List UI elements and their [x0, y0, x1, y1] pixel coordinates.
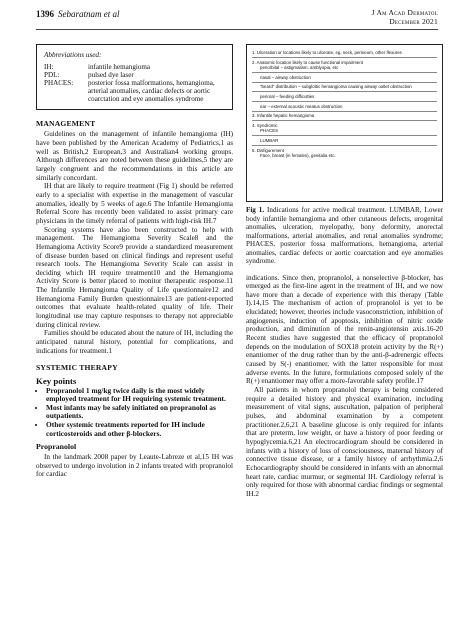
propranolol-heading: Propranolol [36, 442, 77, 452]
propranolol-paragraph: In the landmark 2008 paper by Leaute-Labreze et al,15 IH was observed to undergo involution in 2 infants treated with propranolol for cardiac [36, 452, 233, 479]
abbreviations-table [44, 63, 225, 104]
figure-item: 3. Infantile hepatic hemangioma [252, 113, 315, 119]
abbreviation-definition: posterior fossa malformations, hemangioma, arterial anomalies, cardiac defects or aortic coarctation and eye anomalies syndrome [88, 79, 215, 104]
management-paragraph-3: Scoring systems have also been constructed to help with management. The Hemangioma Severity Scale8 and the Hemangioma Activity Score9 provide a standardized measurement of disease burden based on clinical findings and represent useful research tools. The Hemangioma Severity Scale can assist in deciding which IH require treatment10 and the Hemangioma Activity Score is better placed to monitor therapeutic response.11 The Infantile Hemangioma Quality of Life questionnaire12 and Hemangioma Family Burden questionnaire13 are patient-reported outcomes that evaluate health-related quality of life. Their longitudinal use may capture responses to therapy not appreciable during clinical review. [36, 225, 233, 329]
figure-1-caption [246, 206, 443, 266]
key-points-list [36, 387, 233, 439]
abbreviation-term: PHACES: [44, 79, 74, 88]
abbreviations-title: Abbreviations used: [44, 51, 102, 59]
figure-item: 1. Ulceration or locations likely to ulcerate, eg, neck, perineum, other flexures [252, 50, 402, 55]
abbreviation-definition: infantile hemangioma [88, 62, 151, 71]
running-authors: Sebaratnam et al [58, 9, 120, 19]
abbreviation-row [44, 71, 225, 79]
figure-1-box [246, 44, 443, 202]
caption-label: Fig 1. [246, 206, 265, 214]
management-paragraph-1: Guidelines on the management of infantile hemangioma (IH) have been published by the American Academy of Pediatrics,1 as well as British,2 European,3 and Australian4 working groups. Although differences are noted between these guidelines,5 they are largely congruent and the recommendations in this article are similarly concordant. [36, 130, 233, 182]
header-rule [36, 29, 438, 30]
key-point-item: • Most infants may be safely initiated on propranolol as outpatients. [46, 404, 233, 421]
figure-item: 2. Anatomic location likely to cause functional impairment [252, 59, 364, 65]
section-heading-management: MANAGEMENT [36, 118, 96, 128]
key-point-item: • Other systemic treatments reported for IH include corticosteroids and other β-blockers. [46, 421, 233, 438]
key-points-heading: Key points [36, 376, 77, 387]
figure-subitem: perioral – feeding difficulties [260, 93, 315, 99]
abbreviation-row [44, 79, 225, 104]
left-column [36, 44, 233, 479]
figure-subitem: periorbital – astigmatism, amblyopia, etc [260, 65, 339, 71]
propranolol-continued-paragraph: indications. Since then, propranolol, a nonselective β-blocker, has emerged as the first-line agent in the treatment of IH, and we now have more than a decade of experience with this therapy (Table I).14,15 The mechanism of action of propranolol is yet to be elucidated; however, theories include vasoconstriction, inhibition of angiogenesis, induction of apoptosis, inhibition of nitric oxide production, and diminution of the renin-angiotensin axis.16-20 Recent studies have suggested that the efficacy of propranolol depends on the modulation of SOX18 protein activity by the R(+) enantiomer of the drug rather than by the anti-β-adrenergic effects caused by S(-) enantiomer, with the latter responsible for most adverse events. In the future, formulations composed solely of the R(+) enantiomer may offer a more-favorable safety profile.17 [246, 273, 443, 386]
figure-item: 5. Disfigurement [252, 147, 284, 153]
issue-date: December 2021 [389, 17, 438, 26]
caption-text: Indications for active medical treatment. LUMBAR, Lower body infantile hemangioma and other cutaneous defects, urogenital anomalies, ulceration, myelopathy, bony deformity, anorectal malformations, arterial anomalies, and renal anomalies syndrome; PHACES, posterior fossa malformations, hemangioma, arterial anomalies, cardiac defects or aortic coarctation and eye anomalies syndrome. [246, 206, 443, 265]
section-heading-systemic-therapy: SYSTEMIC THERAPY [36, 363, 118, 373]
page-number: 1396 [36, 9, 54, 19]
figure-subitem: "beard" distribution – subglottic hemangioma causing airway outlet obstruction [260, 84, 412, 90]
figure-subitem: ear – external acoustic meatus obstruction [260, 103, 343, 109]
management-paragraph-4: Families should be educated about the nature of IH, including the anticipated natural history, potential for complications, and indications for treatment.1 [36, 329, 233, 355]
key-point-item: • Propranolol 1 mg/kg twice daily is the most widely employed treatment for IH requiring systemic treatment. [46, 387, 233, 404]
running-header [36, 8, 438, 26]
figure-subitem: PHACES [260, 128, 279, 134]
abbreviations-box [36, 44, 233, 110]
abbreviation-term: IH: [44, 62, 54, 71]
figure-item: 4. Syndromic [252, 122, 278, 128]
figure-subitem: Face, breast (in females), genitalia etc. [260, 153, 336, 159]
figure-subitem: nasal – airway obstruction [260, 74, 311, 80]
right-column [246, 44, 443, 499]
figure-subitem: LUMBAR [260, 137, 279, 143]
journal-info [372, 8, 438, 26]
abbreviation-term: PDL: [44, 70, 60, 79]
management-paragraph-2: IH that are likely to require treatment (Fig 1) should be referred early to a specialist with expertise in the management of vascular anomalies, ideally by 5 weeks of age.6 The Infantile Hemangioma Referral Score has recently been validated to assist primary care physicians in the timely referral of patients with high-risk IH.7 [36, 182, 233, 225]
journal-name: J Am Acad Dermatol [371, 8, 438, 17]
pretreatment-paragraph: All patients in whom propranolol therapy is being considered require a detailed history and physical examination, including measurement of vital signs, auscultation, palpation of peripheral pulses, and abdominal examination by a competent practitioner.2,6,21 A baseline glucose is only required for infants that are preterm, low weight, or have a history of poor feeding or hypoglycemia.6,21 An electrocardiogram should be considered in infants with a history of loss of consciousness, maternal history of connective tissue disease, or a family history of arrhythmia.2,6 Echocardiography should be considered in infants with an abnormal heart rate, cardiac murmur, or segmental IH. Cardiology referral is only required for those with abnormal cardiac findings or segmental IH.2 [246, 386, 443, 498]
abbreviation-definition: pulsed dye laser [88, 70, 134, 79]
abbreviation-row [44, 63, 225, 71]
